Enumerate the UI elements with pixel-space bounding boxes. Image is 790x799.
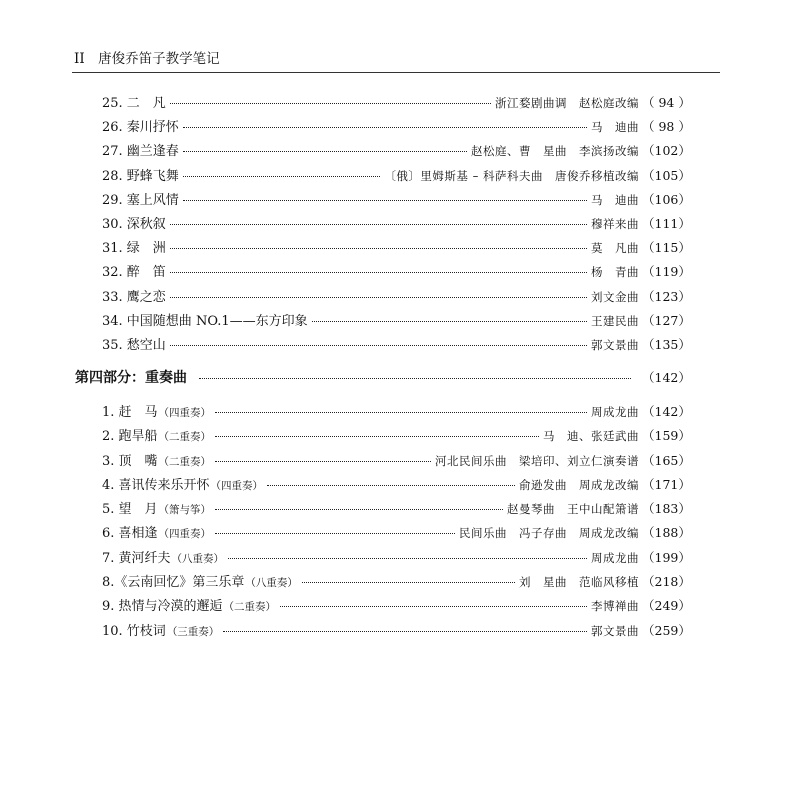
entry-page-number: （218） xyxy=(642,574,691,590)
dot-leader xyxy=(183,200,587,201)
entry-title-text: 3. 顶 嘴 xyxy=(102,453,158,469)
entry-credit: 王建民曲 xyxy=(591,313,639,328)
dot-leader xyxy=(199,378,631,379)
toc-entry[interactable] xyxy=(102,309,691,333)
toc-entry[interactable] xyxy=(102,212,691,236)
entry-title xyxy=(102,620,219,644)
dot-leader xyxy=(170,224,587,225)
entry-title xyxy=(102,310,308,334)
entry-credit: 刘文金曲 xyxy=(591,289,639,304)
dot-leader xyxy=(223,631,587,632)
entry-page-number: （123） xyxy=(642,288,691,304)
dot-leader xyxy=(267,485,515,486)
entry-page-number: （115） xyxy=(642,240,691,256)
dot-leader xyxy=(170,103,491,104)
entry-page-number: （199） xyxy=(642,549,691,565)
dot-leader xyxy=(183,151,467,152)
entry-title xyxy=(102,237,166,261)
dot-leader xyxy=(215,533,455,534)
dot-leader xyxy=(302,582,515,583)
entry-title xyxy=(102,165,179,189)
dot-leader xyxy=(183,176,381,177)
entry-title-text: 1. 赶 马 xyxy=(102,405,158,420)
dot-leader xyxy=(228,558,587,559)
toc-entry[interactable] xyxy=(102,424,691,448)
toc-entry[interactable] xyxy=(102,473,691,497)
entry-title xyxy=(102,595,276,619)
dot-leader xyxy=(170,345,587,346)
entry-title xyxy=(102,189,179,213)
entry-page-number: （111） xyxy=(642,215,691,231)
entry-page-number: （188） xyxy=(642,525,691,541)
entry-credit: 河北民间乐曲 梁培印、刘立仁演奏谱 xyxy=(435,453,639,468)
entry-credit: 马 迪、张廷武曲 xyxy=(543,429,639,444)
entry-title-text: 28. 野蜂飞舞 xyxy=(102,168,179,184)
entry-ensemble-note: （四重奏） xyxy=(158,528,212,541)
part4-title: 第四部分：重奏曲 xyxy=(75,370,187,386)
entry-ensemble-note: （二重奏） xyxy=(223,601,277,614)
entry-page-number: （259） xyxy=(642,622,691,638)
toc-entry[interactable] xyxy=(102,497,691,521)
entry-title xyxy=(102,425,211,449)
entry-title xyxy=(102,498,211,522)
entry-page-number: （165） xyxy=(642,452,691,468)
entry-ensemble-note: （八重奏） xyxy=(171,552,225,565)
entry-title-text: 4. 喜讯传来乐开怀 xyxy=(102,477,210,493)
entry-page-number: （ 94 ） xyxy=(642,95,691,110)
dot-leader xyxy=(170,272,587,273)
entry-title xyxy=(102,571,298,595)
part4-page-number: （142） xyxy=(642,370,691,385)
toc-entry[interactable] xyxy=(102,139,691,163)
entry-credit: 马 迪曲 xyxy=(591,120,639,135)
entry-page-number: （ 98 ） xyxy=(642,119,691,135)
toc-entry[interactable] xyxy=(102,546,691,570)
entry-page-number: （119） xyxy=(642,264,691,280)
part4-entry-list xyxy=(102,400,691,643)
entry-credit: 郭文景曲 xyxy=(591,337,639,352)
part3-entry-list xyxy=(102,91,691,357)
entry-credit: 郭文景曲 xyxy=(591,623,639,638)
entry-ensemble-note: （箫与筝） xyxy=(158,504,212,517)
entry-title xyxy=(102,547,224,571)
toc-entry[interactable] xyxy=(102,594,691,618)
entry-ensemble-note: （八重奏） xyxy=(245,577,298,590)
entry-title-text: 5. 望 月 xyxy=(102,502,158,518)
entry-title-text: 8.《云南回忆》第三乐章 xyxy=(102,575,245,591)
entry-page-number: （105） xyxy=(642,167,691,183)
entry-title-text: 9. 热情与冷漠的邂逅 xyxy=(102,599,223,615)
entry-credit: 马 迪曲 xyxy=(591,192,639,207)
entry-title xyxy=(102,401,211,425)
entry-page-number: （142） xyxy=(642,404,691,419)
entry-credit: 浙江婺剧曲调 赵松庭改编 xyxy=(495,96,639,110)
dot-leader xyxy=(170,248,587,249)
entry-page-number: （159） xyxy=(642,428,691,444)
entry-title-text: 34. 中国随想曲 NO.1——东方印象 xyxy=(102,313,308,329)
entry-title-text: 35. 愁空山 xyxy=(102,337,166,353)
entry-credit: 莫 凡曲 xyxy=(591,241,639,256)
entry-title xyxy=(102,286,166,310)
entry-title-text: 2. 跑旱船 xyxy=(102,429,158,445)
entry-title xyxy=(102,450,211,474)
toc-entry[interactable] xyxy=(102,449,691,473)
entry-title-text: 33. 鹰之恋 xyxy=(102,289,166,305)
entry-ensemble-note: （四重奏） xyxy=(210,479,264,492)
entry-title xyxy=(102,140,179,164)
entry-credit: 赵松庭、曹 星曲 李滨扬改编 xyxy=(471,144,639,159)
dot-leader xyxy=(170,297,587,298)
entry-credit: 民间乐曲 冯子存曲 周成龙改编 xyxy=(459,526,639,541)
entry-title xyxy=(102,334,166,358)
toc-entry[interactable] xyxy=(102,91,691,115)
entry-title-text: 25. 二 凡 xyxy=(102,96,166,111)
entry-credit: 〔俄〕里姆斯基 – 科萨科夫曲 唐俊乔移植改编 xyxy=(384,168,639,183)
entry-title-text: 27. 幽兰逢春 xyxy=(102,144,179,160)
entry-title-text: 7. 黄河纤夫 xyxy=(102,550,171,566)
dot-leader xyxy=(215,461,431,462)
entry-credit: 杨 青曲 xyxy=(591,265,639,280)
dot-leader xyxy=(183,127,587,128)
entry-title-text: 29. 塞上风情 xyxy=(102,192,179,208)
entry-title xyxy=(102,116,179,140)
toc-entry[interactable] xyxy=(102,115,691,139)
entry-credit: 刘 星曲 范临风移植 xyxy=(519,575,639,590)
toc-entry[interactable] xyxy=(102,619,691,643)
entry-title-text: 10. 竹枝词 xyxy=(102,623,166,639)
header-rule xyxy=(72,72,720,73)
entry-page-number: （249） xyxy=(642,598,691,614)
dot-leader xyxy=(215,412,587,413)
entry-title xyxy=(102,92,166,116)
toc-entry[interactable] xyxy=(102,285,691,309)
dot-leader xyxy=(215,509,503,510)
entry-ensemble-note: （四重奏） xyxy=(158,407,212,419)
toc-entry[interactable] xyxy=(102,236,691,260)
entry-title xyxy=(102,522,211,546)
dot-leader xyxy=(280,606,587,607)
entry-title-text: 32. 醉 笛 xyxy=(102,265,166,281)
entry-title-text: 31. 绿 洲 xyxy=(102,241,166,257)
toc-entry[interactable] xyxy=(102,188,691,212)
toc-entry[interactable] xyxy=(102,400,691,424)
entry-page-number: （171） xyxy=(642,476,691,492)
dot-leader xyxy=(312,321,587,322)
entry-title xyxy=(102,261,166,285)
entry-page-number: （127） xyxy=(642,312,691,328)
part4-heading-row[interactable] xyxy=(75,366,691,390)
entry-credit: 周成龙曲 xyxy=(591,405,639,419)
toc-entry[interactable] xyxy=(102,521,691,545)
entry-credit: 李博禅曲 xyxy=(591,599,639,614)
entry-credit: 周成龙曲 xyxy=(591,550,639,565)
entry-page-number: （106） xyxy=(642,191,691,207)
entry-ensemble-note: （三重奏） xyxy=(166,625,220,638)
entry-page-number: （135） xyxy=(642,336,691,352)
entry-page-number: （102） xyxy=(642,143,691,159)
entry-title xyxy=(102,474,263,498)
dot-leader xyxy=(215,436,539,437)
entry-title-text: 6. 喜相逢 xyxy=(102,526,158,542)
entry-ensemble-note: （二重奏） xyxy=(158,431,212,444)
entry-credit: 俞逊发曲 周成龙改编 xyxy=(519,477,639,492)
running-header: II 唐俊乔笛子教学笔记 xyxy=(74,51,220,67)
toc-entry[interactable] xyxy=(102,260,691,284)
entry-page-number: （183） xyxy=(642,501,691,517)
toc-entry[interactable] xyxy=(102,164,691,188)
toc-entry[interactable] xyxy=(102,570,691,594)
entry-title-text: 30. 深秋叙 xyxy=(102,216,166,232)
entry-ensemble-note: （二重奏） xyxy=(158,455,212,468)
entry-title xyxy=(102,213,166,237)
entry-title-text: 26. 秦川抒怀 xyxy=(102,120,179,136)
entry-credit: 赵曼琴曲 王中山配箫谱 xyxy=(507,502,639,517)
toc-entry[interactable] xyxy=(102,333,691,357)
entry-credit: 穆祥来曲 xyxy=(591,216,639,231)
